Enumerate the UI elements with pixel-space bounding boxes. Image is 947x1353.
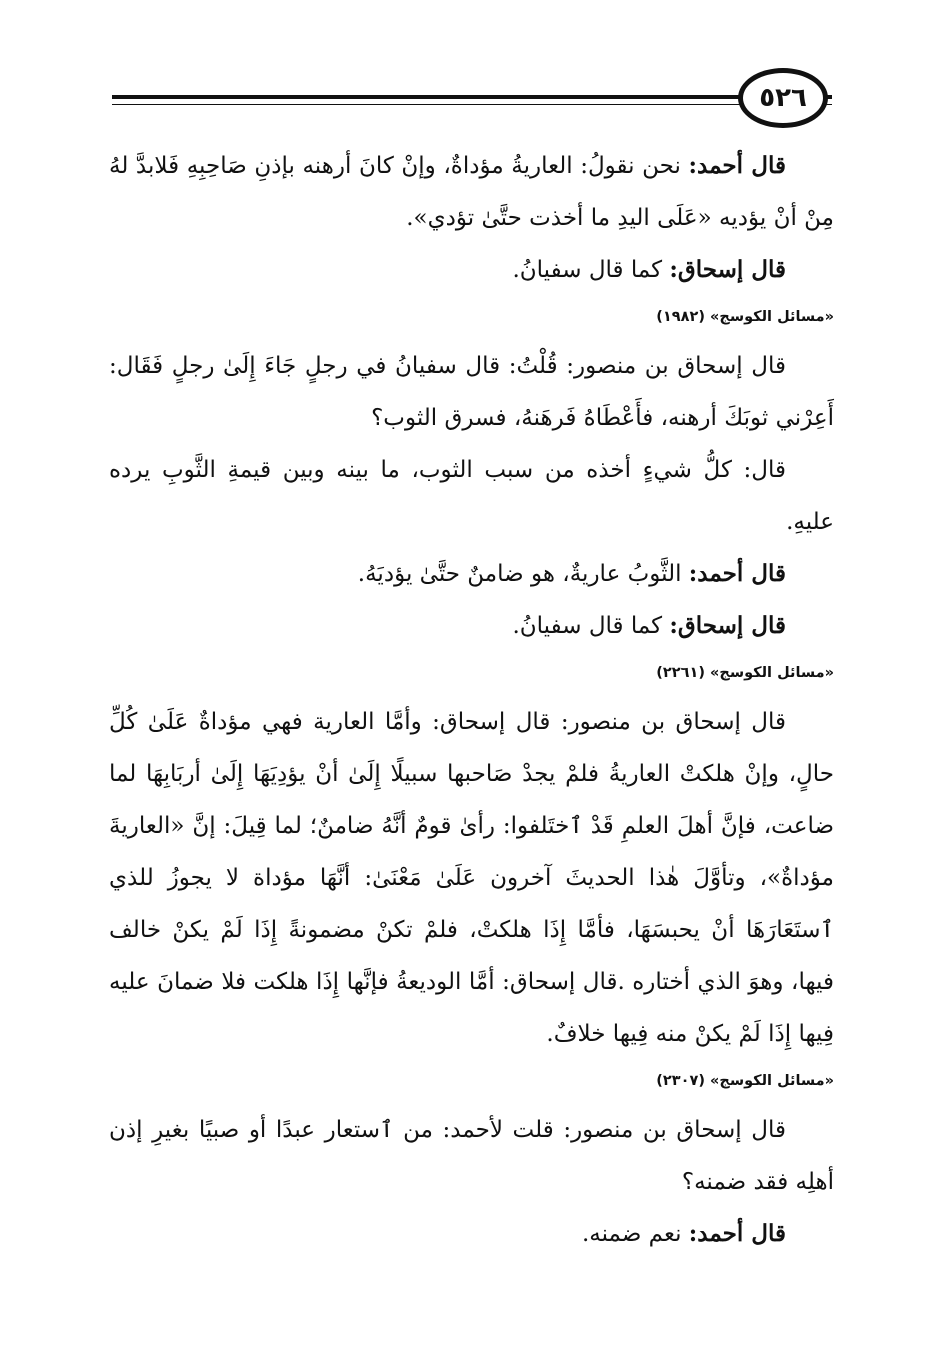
paragraph — [109, 244, 834, 296]
paragraph-text: نعم ضمنه. — [581, 1221, 689, 1247]
paragraph-text: قال إسحاق بن منصور: قال إسحاق: وأمَّا العارية فهي مؤداةٌ عَلَىٰ كُلِّ حالٍ، وإنْ هلكتْ العاريةُ فلمْ يجدْ صَاحبها سبيلًا إِلَىٰ أنْ يؤدِيَهَا إِلَىٰ أربَابِهَا لما ضاعت، فإنَّ أهلَ العلمِ قَدْ ٱختَلفوا: رأىٰ قومٌ أنَّهُ ضامنٌ؛ لما قِيلَ: إنَّ «العاريةَ مؤداةٌ»، وتأوَّلَ هٰذا الحديثَ آخرون عَلَىٰ مَعْنَىٰ: أنَّهَا مؤداة لا يجوزُ للذي ٱستَعَارَهَا أنْ يحبسَهَا، فأمَّا إِذَا هلكتْ، فلمْ تكنْ مضمونةً إِذَا لَمْ يكنْ خالف فيها، وهوَ الذي أختاره .قال إسحاق: أمَّا الوديعةُ فإنَّها إِذَا هلكت فلا ضمانَ عليه فِيها إِذَا لَمْ يكنْ منه فِيها خلافٌ. — [109, 709, 834, 1047]
source-reference: «مسائل الكوسج» (٢٣٠٧) — [656, 1073, 834, 1089]
header-rule-thin — [112, 104, 832, 105]
speaker-label: قال إسحاق: — [669, 256, 786, 283]
page-number: ٥٢٦ — [759, 83, 807, 113]
paragraph — [109, 600, 834, 652]
paragraph-text: قال إسحاق بن منصور: قلت لأحمد: من ٱستعار عبدًا أو صبيًا بغيرِ إذن أهلِه فقد ضمنه؟ — [109, 1117, 834, 1195]
page-body — [109, 140, 834, 1260]
speaker-label: قال إسحاق: — [669, 612, 786, 639]
header-rule-thick — [112, 95, 832, 99]
source-reference: «مسائل الكوسج» (١٩٨٢) — [656, 309, 834, 325]
paragraph — [109, 140, 834, 244]
paragraph — [109, 444, 834, 548]
paragraph — [109, 548, 834, 600]
paragraph-text: قال إسحاق بن منصور: قُلْتُ: قال سفيانُ في رجلٍ جَاءَ إِلَىٰ رجلٍ فَقَال: أَعِرْني ثوبَكَ أرهنه، فأَعْطَاهُ فَرهَنهُ، فسرق الثوب؟ — [109, 353, 834, 431]
speaker-label: قال أحمد: — [688, 152, 786, 179]
paragraph-text: نحن نقولُ: العاريةُ مؤداةٌ، وإنْ كانَ أرهنه بإذنِ صَاحِبِهِ فَلابدَّ لهُ مِنْ أنْ يؤديه «عَلَى اليدِ ما أخذت حتَّىٰ تؤدي». — [109, 153, 834, 231]
speaker-label: قال أحمد: — [688, 560, 786, 587]
paragraph-text: كما قال سفيانُ. — [512, 613, 670, 639]
paragraph — [109, 1208, 834, 1260]
paragraph — [109, 340, 834, 444]
source-reference: «مسائل الكوسج» (٢٢٦١) — [656, 665, 834, 681]
paragraph-text: قال: كلُّ شيءٍ أخذه من سبب الثوب، ما بينه وبين قيمةِ الثَّوبِ يرده عليهِ. — [109, 457, 834, 535]
paragraph — [109, 1104, 834, 1208]
paragraph-text: كما قال سفيانُ. — [512, 257, 670, 283]
page-number-badge — [738, 68, 828, 128]
paragraph — [109, 696, 834, 1060]
paragraph-text: الثَّوبُ عاريةٌ، هو ضامنٌ حتَّىٰ يؤديَهُ. — [357, 561, 689, 587]
speaker-label: قال أحمد: — [688, 1220, 786, 1247]
